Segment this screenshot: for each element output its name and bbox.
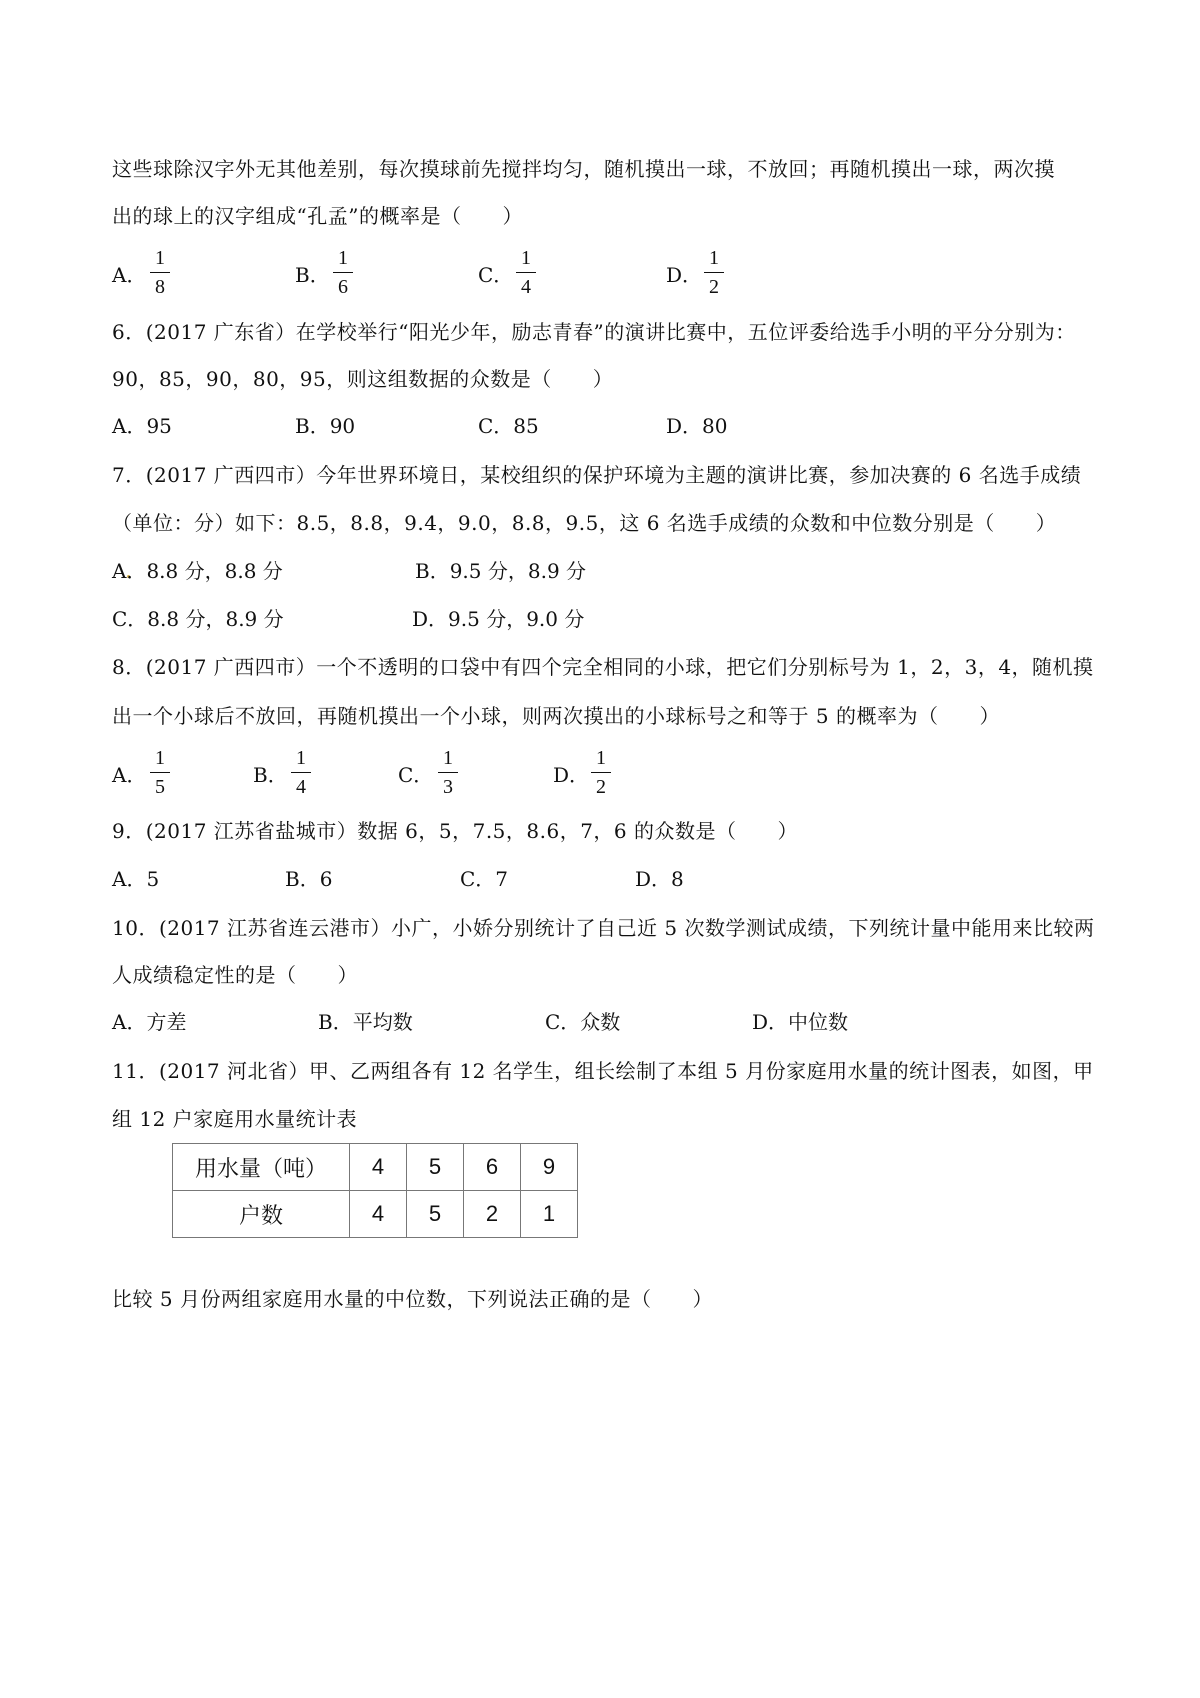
water-usage-table: [172, 1143, 578, 1238]
q6-text-line2: 90，85，90，80，95，则这组数据的众数是（ ）: [112, 367, 614, 391]
option-label: C．: [478, 263, 514, 287]
option-label: D．: [666, 263, 703, 287]
option-label: B．: [253, 763, 288, 787]
q8-text-line1: 8．(2017 广西四市）一个不透明的口袋中有四个完全相同的小球，把它们分别标号为 1，2，3，4，随机摸: [112, 655, 1094, 679]
option-label: C．: [398, 763, 434, 787]
fraction-numerator: 1: [155, 247, 165, 269]
q9-text-line1: 9．(2017 江苏省盐城市）数据 6，5，7.5，8.6，7，6 的众数是（ ）: [112, 819, 799, 843]
table-cell: 4: [350, 1144, 407, 1191]
q11-text-line1: 11．(2017 河北省）甲、乙两组各有 12 名学生，组长绘制了本组 5 月份家庭用水量的统计图表，如图，甲: [112, 1059, 1094, 1083]
q11-text-line2: 组 12 户家庭用水量统计表: [112, 1107, 358, 1131]
fraction-bar: [438, 772, 458, 773]
fraction-bar: [333, 272, 353, 273]
fraction-numerator: 1: [443, 747, 453, 769]
q10-text-line2: 人成绩稳定性的是（ ）: [112, 963, 358, 987]
fraction-denominator: 8: [155, 276, 165, 298]
q9-option-c: C．7: [460, 867, 509, 891]
q10-option-d: D．中位数: [752, 1010, 849, 1034]
fraction-bar: [704, 272, 724, 273]
q10-option-b: B．平均数: [318, 1010, 413, 1034]
q6-option-b: B．90: [295, 414, 356, 438]
q11-text-line3: 比较 5 月份两组家庭用水量的中位数，下列说法正确的是（ ）: [112, 1287, 713, 1311]
option-label: B．: [295, 263, 330, 287]
q8-option-b: [253, 745, 333, 805]
fraction: [150, 245, 170, 300]
fraction-denominator: 5: [155, 776, 165, 798]
fraction: [704, 245, 724, 300]
q7-text-line2: （单位：分）如下：8.5，8.8，9.4，9.0，8.8，9.5，这 6 名选手成绩的众数和中位数分别是（ ）: [112, 511, 1057, 535]
q9-option-a: A．5: [112, 867, 160, 891]
fraction-denominator: 4: [296, 776, 306, 798]
q7-option-b: B．9.5 分，8.9 分: [415, 559, 587, 583]
table-row: [173, 1144, 578, 1191]
table-cell: 5: [407, 1191, 464, 1238]
fraction-denominator: 4: [521, 276, 531, 298]
q9-option-d: D．8: [635, 867, 684, 891]
q7-option-a: A．8.8 分，8.8 分: [112, 559, 283, 583]
q5-option-d: [666, 245, 746, 305]
fraction-numerator: 1: [155, 747, 165, 769]
q5-option-c: [478, 245, 558, 305]
table-header-cell: 户数: [173, 1191, 350, 1238]
table-header-cell: 用水量（吨）: [173, 1144, 350, 1191]
q5-text-line1: 这些球除汉字外无其他差别，每次摸球前先搅拌均匀，随机摸出一球，不放回；再随机摸出一球，两次摸: [112, 157, 1055, 181]
fraction-numerator: 1: [296, 747, 306, 769]
table-cell: 4: [350, 1191, 407, 1238]
fraction-bar: [516, 272, 536, 273]
fraction: [516, 245, 536, 300]
fraction: [438, 745, 458, 800]
fraction-denominator: 2: [596, 776, 606, 798]
fraction: [291, 745, 311, 800]
q5-option-a: [112, 245, 192, 305]
fraction-numerator: 1: [521, 247, 531, 269]
q9-option-b: B．6: [285, 867, 333, 891]
q6-option-d: D．80: [666, 414, 728, 438]
q7-option-c: C．8.8 分，8.9 分: [112, 607, 284, 631]
fraction-denominator: 2: [709, 276, 719, 298]
table-cell: 6: [464, 1144, 521, 1191]
fraction-numerator: 1: [338, 247, 348, 269]
fraction-bar: [291, 772, 311, 773]
q5-text-line2: 出的球上的汉字组成“孔孟”的概率是（ ）: [112, 204, 523, 228]
fraction-denominator: 3: [443, 776, 453, 798]
table-cell: 1: [521, 1191, 578, 1238]
fraction-numerator: 1: [709, 247, 719, 269]
option-label: A．: [112, 263, 147, 287]
fraction: [150, 745, 170, 800]
fraction-bar: [591, 772, 611, 773]
table-row: [173, 1191, 578, 1238]
q6-option-c: C．85: [478, 414, 539, 438]
fraction: [333, 245, 353, 300]
q10-option-a: A．方差: [112, 1010, 187, 1034]
q10-text-line1: 10．(2017 江苏省连云港市）小广，小娇分别统计了自己近 5 次数学测试成绩，下列统计量中能用来比较两: [112, 916, 1095, 940]
q7-option-d: D．9.5 分，9.0 分: [412, 607, 585, 631]
q5-option-b: [295, 245, 375, 305]
q8-text-line2: 出一个小球后不放回，再随机摸出一个小球，则两次摸出的小球标号之和等于 5 的概率为（ ）: [112, 704, 1000, 728]
fraction-numerator: 1: [596, 747, 606, 769]
q8-option-d: [553, 745, 633, 805]
table-cell: 2: [464, 1191, 521, 1238]
q8-option-c: [398, 745, 478, 805]
q6-option-a: A．95: [112, 414, 172, 438]
q6-text-line1: 6．(2017 广东省）在学校举行“阳光少年，励志青春”的演讲比赛中，五位评委给选手小明的平分分别为：: [112, 320, 1076, 344]
table-cell: 9: [521, 1144, 578, 1191]
q10-option-c: C．众数: [545, 1010, 621, 1034]
fraction: [591, 745, 611, 800]
option-label: A．: [112, 763, 147, 787]
fraction-bar: [150, 772, 170, 773]
option-label: D．: [553, 763, 590, 787]
q8-option-a: [112, 745, 192, 805]
q7-text-line1: 7．(2017 广西四市）今年世界环境日，某校组织的保护环境为主题的演讲比赛，参加决赛的 6 名选手成绩: [112, 463, 1082, 487]
fraction-bar: [150, 272, 170, 273]
fraction-denominator: 6: [338, 276, 348, 298]
table-cell: 5: [407, 1144, 464, 1191]
